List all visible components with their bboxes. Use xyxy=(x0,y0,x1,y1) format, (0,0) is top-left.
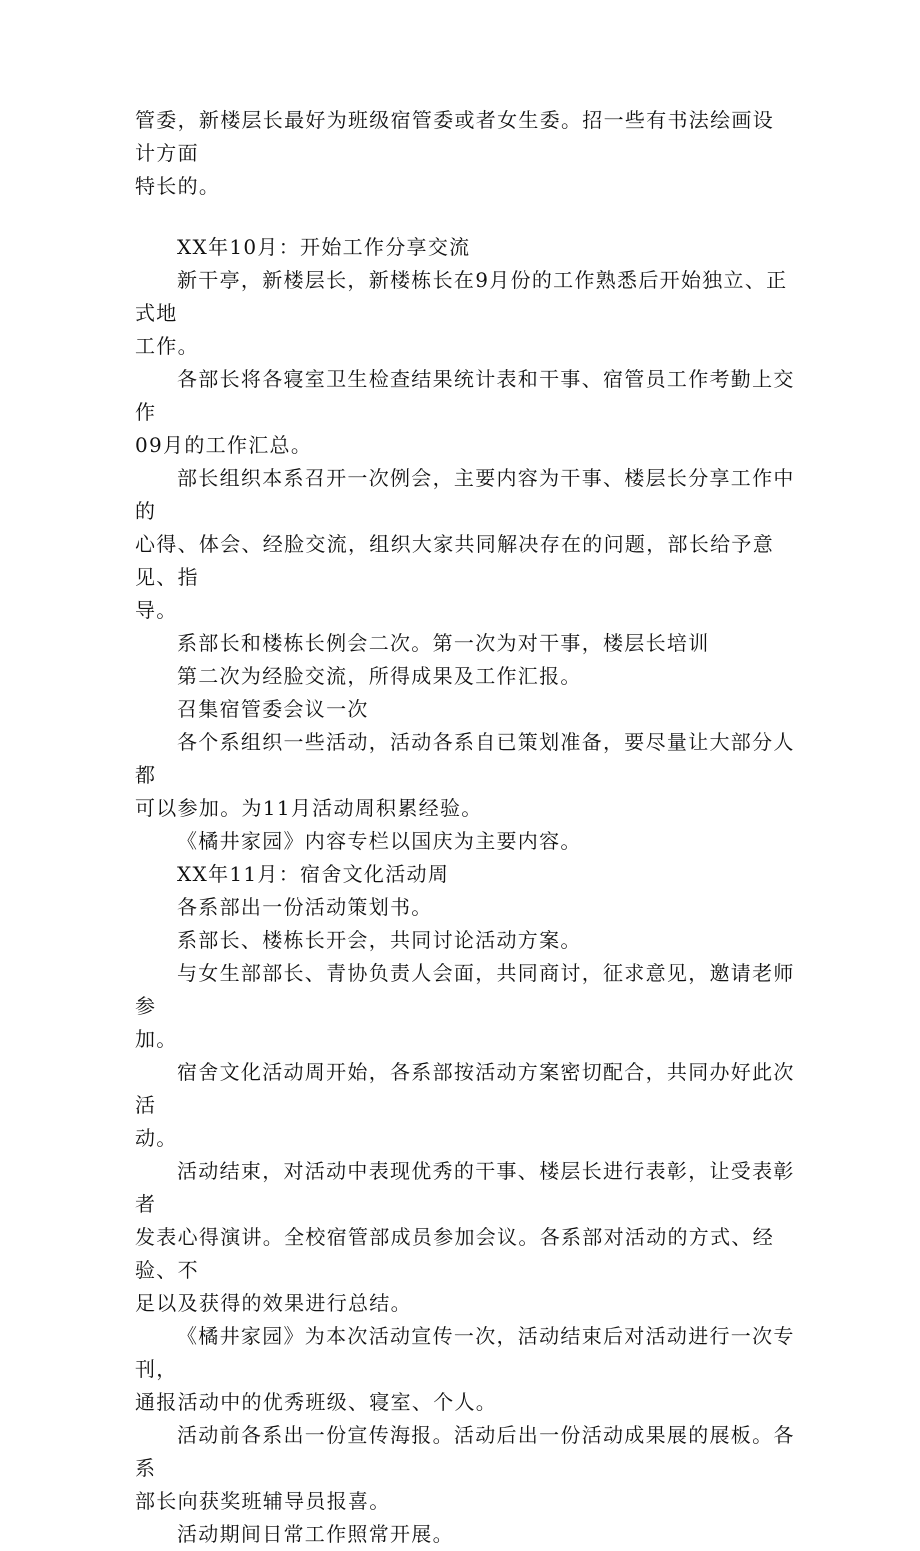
text-line: 特长的。 xyxy=(135,174,221,198)
text-line: 系部长、楼栋长开会，共同讨论活动方案。 xyxy=(177,928,582,952)
text-line: 管委，新楼层长最好为班级宿管委或者女生委。招一些有书法绘画设计方面 xyxy=(135,108,774,165)
text-line: 发表心得演讲。全校宿管部成员参加会议。各系部对活动的方式、经验、不 xyxy=(135,1225,774,1282)
text-line: 动。 xyxy=(135,1126,178,1150)
section-heading-november xyxy=(135,858,795,891)
text-line: 09月的工作汇总。 xyxy=(135,433,313,457)
paragraph xyxy=(135,924,795,957)
text-line: 活动结束，对活动中表现优秀的干事、楼层长进行表彰，让受表彰者 xyxy=(135,1159,795,1216)
paragraph xyxy=(135,1155,795,1320)
text-line: 导。 xyxy=(135,598,178,622)
text-line: 宿舍文化活动周开始，各系部按活动方案密切配合，共同办好此次活 xyxy=(135,1060,795,1117)
paragraph xyxy=(135,1056,795,1155)
text-line: 部长向获奖班辅导员报喜。 xyxy=(135,1489,391,1513)
text-line: 各系部出一份活动策划书。 xyxy=(177,895,433,919)
text-line: 活动前各系出一份宣传海报。活动后出一份活动成果展的展板。各系 xyxy=(135,1423,795,1480)
text-line: 新干亭，新楼层长，新楼栋长在9月份的工作熟悉后开始独立、正式地 xyxy=(135,268,788,325)
paragraph xyxy=(135,1419,795,1518)
paragraph xyxy=(135,825,795,858)
text-line: 召集宿管委会议一次 xyxy=(177,697,369,721)
text-line: 工作。 xyxy=(135,334,199,358)
text-line: 活动期间日常工作照常开展。 xyxy=(177,1522,454,1546)
paragraph xyxy=(135,957,795,1056)
paragraph xyxy=(135,627,795,660)
section-heading-october xyxy=(135,231,795,264)
text-line: 各部长将各寝室卫生检查结果统计表和干事、宿管员工作考勤上交作 xyxy=(135,367,795,424)
paragraph xyxy=(135,693,795,726)
text-line: 心得、体会、经脸交流，组织大家共同解决存在的问题，部长给予意见、指 xyxy=(135,532,774,589)
text-line: 《橘井家园》内容专栏以国庆为主要内容。 xyxy=(177,829,582,853)
paragraph xyxy=(135,1518,795,1551)
text-line: 系部长和楼栋长例会二次。第一次为对干事，楼层长培训 xyxy=(177,631,710,655)
text-line: XX年11月：宿舍文化活动周 xyxy=(177,862,450,886)
text-line: 与女生部部长、青协负责人会面，共同商讨，征求意见，邀请老师参 xyxy=(135,961,795,1018)
paragraph xyxy=(135,264,795,363)
document-body xyxy=(135,104,795,1551)
paragraph xyxy=(135,363,795,462)
text-line: 足以及获得的效果进行总结。 xyxy=(135,1291,412,1315)
text-line: 《橘井家园》为本次活动宣传一次，活动结束后对活动进行一次专刊， xyxy=(135,1324,795,1381)
text-line: 加。 xyxy=(135,1027,178,1051)
paragraph xyxy=(135,891,795,924)
paragraph xyxy=(135,104,795,203)
paragraph xyxy=(135,462,795,627)
text-line: 部长组织本系召开一次例会，主要内容为干事、楼层长分享工作中的 xyxy=(135,466,795,523)
text-line: 可以参加。为11月活动周积累经验。 xyxy=(135,796,483,820)
paragraph xyxy=(135,660,795,693)
paragraph xyxy=(135,1320,795,1419)
text-line: 第二次为经脸交流，所得成果及工作汇报。 xyxy=(177,664,582,688)
text-line: 各个系组织一些活动，活动各系自已策划准备，要尽量让大部分人都 xyxy=(135,730,795,787)
text-line: 通报活动中的优秀班级、寝室、个人。 xyxy=(135,1390,498,1414)
text-line: XX年10月：开始工作分享交流 xyxy=(177,235,471,259)
paragraph xyxy=(135,726,795,825)
